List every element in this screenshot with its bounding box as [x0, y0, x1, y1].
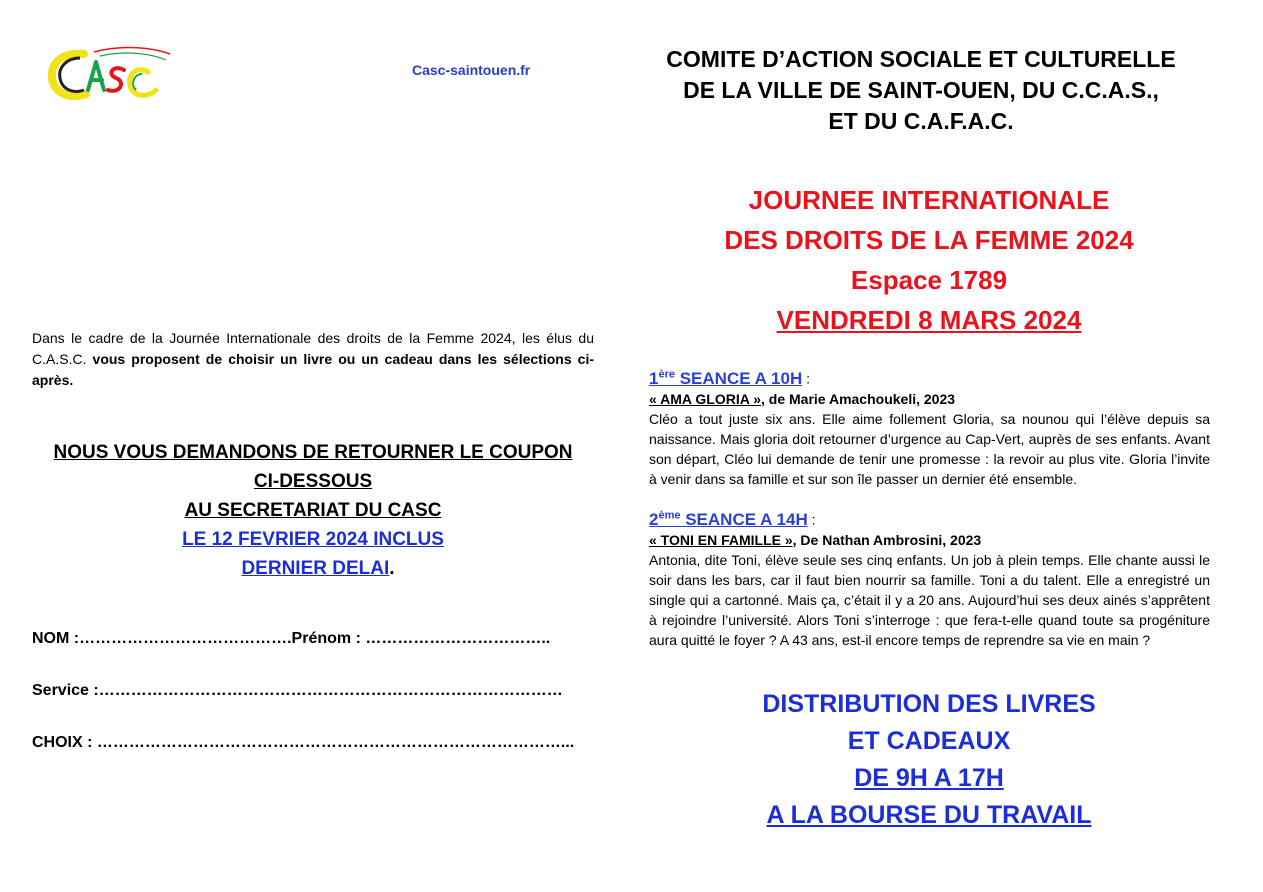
- intro-bold-text: vous proposent de choisir un livre ou un cadeau dans les sélections ci-après.: [32, 351, 595, 388]
- seance-2: 2ème SEANCE A 14H : « TONI EN FAMILLE », De Nathan Ambrosini, 2023 Antonia, dite Toni, élève seule ses cinq enfants. Un job à plein temps. Elle chante aussi le soir dans les bars, car il faut bien nourrir sa famille. Toni a du talent. Elle a enregistré un single qui a cartonné. Mais ça, c’était il y a 20 ans. Aujourd’hui ses deux ainés s’apprêtent à rejoindre l’université. Alors Toni s’interroge : que fera-t-elle quand toute sa progéniture aura quitté le foyer ? A 43 ans, est-il encore temps de reprendre sa vie en main ?: [649, 509, 1210, 648]
- coupon-last-delay-text: DERNIER DELAI: [241, 558, 390, 579]
- coupon-last-delay: DERNIER DELAI.: [241, 558, 395, 579]
- event-line-1: JOURNEE INTERNATIONALE: [748, 185, 1110, 215]
- coupon-deadline: LE 12 FEVRIER 2024 INCLUS: [182, 529, 444, 550]
- seance-1: 1ère SEANCE A 10H : « AMA GLORIA », de Marie Amachoukeli, 2023 Cléo a tout juste six ans. Elle aime follement Gloria, sa nounou qui l’élève depuis sa naissance. Mais gloria doit retourner d’urgence au Cap-Vert, auprès de ses enfants. Avant son départ, Cléo lui demande de tenir une promesse : la revoir au plus vite. Gloria l’invite à venir dans sa famille et sur son île passer un dernier été ensemble.: [649, 368, 1210, 487]
- intro-paragraph: [32, 328, 594, 391]
- website-label: Casc-saintouen.fr: [412, 62, 531, 78]
- distribution-info: [646, 686, 1212, 834]
- coupon-line-1: NOUS VOUS DEMANDONS DE RETOURNER LE COUPON: [53, 442, 573, 463]
- seance-2-description: Antonia, dite Toni, élève seule ses cinq enfants. Un job à plein temps. Elle chante aussi le soir dans les bars, car il faut bien nourrir sa famille. Toni a du talent. Elle a enregistré un single qui a cartonné. Mais ça, c’était il y a 20 ans. Aujourd’hui ses deux ainés s’apprêtent à rejoindre l’université. Alors Toni s’interroge : que fera-t-elle quand toute sa progéniture aura quitté le foyer ? A 43 ans, est-il encore temps de reprendre sa vie en main ?: [649, 551, 1210, 648]
- seance-1-film: « AMA GLORIA », de Marie Amachoukeli, 2023: [649, 390, 956, 407]
- seance-1-heading: 1ère SEANCE A 10H: [649, 368, 803, 388]
- distribution-hours: DE 9H A 17H: [854, 764, 1004, 792]
- intro-text: Dans le cadre de la Journée Internationale des droits de la Femme 2024, les élus du C.A.S.C.: [32, 330, 594, 367]
- coupon-instructions: [30, 438, 596, 583]
- seance-2-heading: 2ème SEANCE A 14H: [649, 509, 808, 529]
- choix-field: CHOIX : ……………………………………………………………………………...: [32, 734, 575, 751]
- distribution-line-2: ET CADEAUX: [847, 727, 1011, 755]
- seance-1-description: Cléo a tout juste six ans. Elle aime follement Gloria, sa nounou qui l’élève depuis sa naissance. Mais gloria doit retourner d’urgence au Cap-Vert, auprès de ses enfants. Avant son départ, Cléo lui demande de tenir une promesse : la revoir au plus vite. Gloria l’invite à venir dans sa famille et sur son île passer un dernier été ensemble.: [649, 410, 1210, 487]
- distribution-line-1: DISTRIBUTION DES LIVRES: [762, 690, 1096, 718]
- event-title: [646, 180, 1212, 340]
- distribution-place: A LA BOURSE DU TRAVAIL: [766, 801, 1092, 829]
- event-place: Espace 1789: [850, 265, 1008, 295]
- logo-text: CASC: [108, 104, 111, 105]
- event-line-2: DES DROITS DE LA FEMME 2024: [724, 225, 1134, 255]
- organisation-title: COMITE D’ACTION SOCIALE ET CULTURELLE DE LA VILLE DE SAINT-OUEN, DU C.C.A.S., ET DU C.A.F.A.C.: [666, 46, 1176, 134]
- coupon-line-2: CI-DESSOUS: [253, 471, 373, 492]
- casc-logo: [44, 44, 174, 106]
- event-date: VENDREDI 8 MARS 2024: [776, 305, 1082, 335]
- service-field: Service :……………………………………………………………………………: [32, 682, 563, 699]
- nom-prenom-field: NOM :………………………………….Prénom : ……………………………..: [32, 630, 551, 647]
- coupon-line-3: AU SECRETARIAT DU CASC: [184, 500, 442, 521]
- seance-2-film: « TONI EN FAMILLE », De Nathan Ambrosini, 2023: [649, 531, 982, 548]
